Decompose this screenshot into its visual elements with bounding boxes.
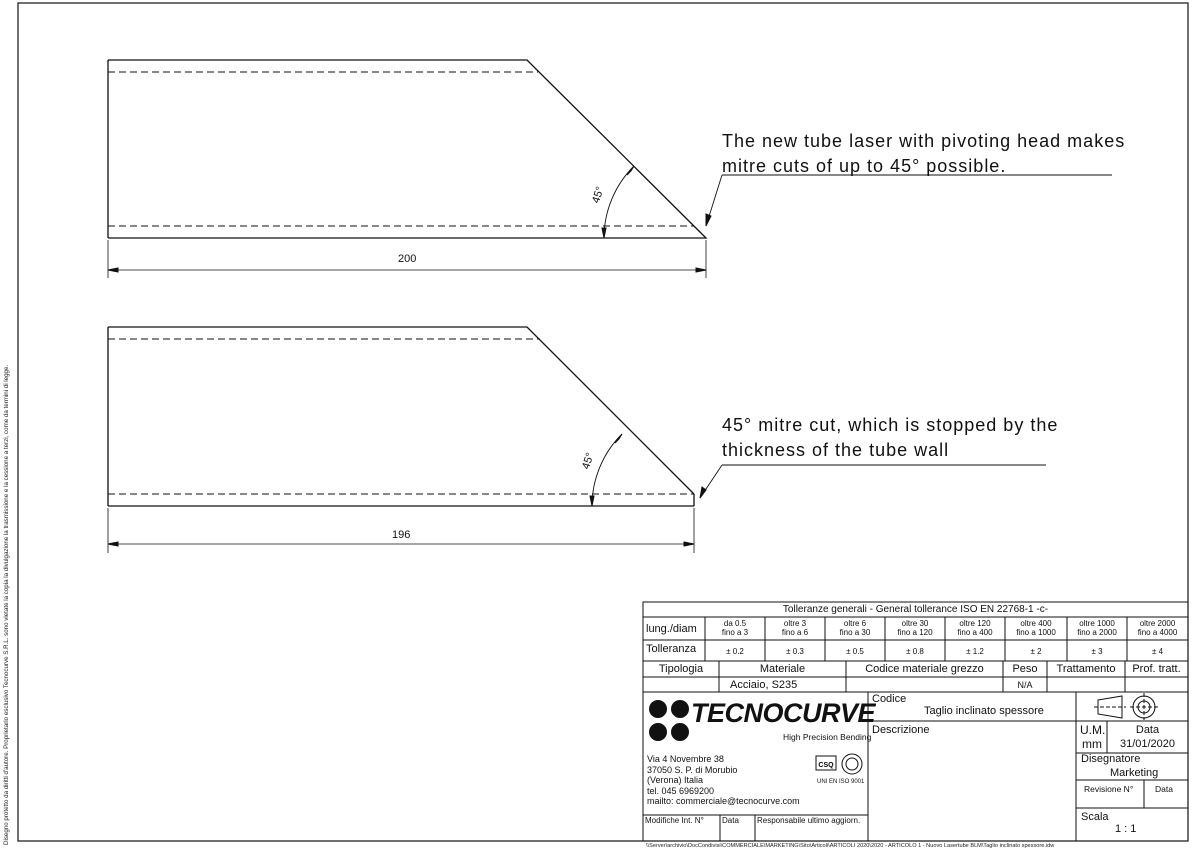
lung-diam-label: lung./diam <box>646 623 697 635</box>
tolerance-cell: ± 1.2 <box>966 647 984 656</box>
tolerance-cell: ± 4 <box>1151 647 1164 656</box>
top-length-dimension: 200 <box>398 253 417 265</box>
top-tube-outline <box>108 60 706 238</box>
descrizione-label: Descrizione <box>872 724 930 736</box>
scala-value: 1 : 1 <box>1115 823 1137 835</box>
tolerance-cell: ± 0.5 <box>846 647 864 656</box>
revisione-data-label: Data <box>1155 784 1173 794</box>
tolerance-cell: ± 0.3 <box>786 647 804 656</box>
scala-label: Scala <box>1081 811 1109 823</box>
range-cell: oltre 6 fino a 30 <box>839 619 871 637</box>
file-path-note: \\Server\archivio\DocCondivisi\COMMERCIALE\MARKETING\Sito\Articoli\ARTICOLI 2020\2020 - ARTICOLO 1 - Nuovo Lasertube BLM\Taglio inclinato spessore.idw <box>646 843 1055 849</box>
range-cell: oltre 3 fino a 6 <box>781 619 809 637</box>
certification-text: UNI EN ISO 9001 <box>817 779 865 785</box>
callout-line: The new tube laser with pivoting head makes <box>722 131 1126 151</box>
disegnatore-value: Marketing <box>1110 767 1159 779</box>
tolerance-title: Tolleranze generali - General tollerance ISO EN 22768-1 -c- <box>782 604 1049 615</box>
callout-line: mitre cuts of up to 45° possible. <box>722 156 1007 176</box>
range-cell: oltre 120 fino a 400 <box>957 619 993 637</box>
company-address: Via 4 Novembre 38 37050 S. P. di Morubio (Verona) Italia tel. 045 6969200 mailto: commerciale@tecnocurve.com <box>647 754 800 806</box>
company-name: TECNOCURVE <box>691 698 876 728</box>
top-angle-label: 45° <box>590 185 607 205</box>
trattamento-header: Trattamento <box>1056 663 1116 675</box>
materiale-value: Acciaio, S235 <box>730 679 798 691</box>
data-value: 31/01/2020 <box>1119 738 1176 750</box>
range-cell: oltre 1000 fino a 2000 <box>1077 619 1117 637</box>
codice-label: Codice <box>872 693 907 705</box>
range-cell: da 0.5 fino a 3 <box>721 619 749 637</box>
modifiche-data-label: Data <box>722 816 739 825</box>
tolerance-cell: ± 3 <box>1091 647 1103 656</box>
revisione-label: Revisione N° <box>1084 784 1134 794</box>
bottom-length-dimension: 196 <box>392 529 411 541</box>
copyright-note: Disegno protetto da diritti d'autore. Proprietario esclusivo Tecnocurve S.R.L. sono vietate la copia la divulgazione la trasmissione e la cessione a terzi, come da termini di legge. <box>3 364 10 845</box>
peso-header: Peso <box>1012 663 1038 675</box>
codice-grezzo-header: Codice materiale grezzo <box>865 663 984 675</box>
certification-mark-icon <box>814 752 866 778</box>
company-tagline: High Precision Bending <box>783 732 872 742</box>
tolerance-cell: ± 2 <box>1030 647 1042 656</box>
title-block <box>643 602 1188 841</box>
range-cell: oltre 30 fino a 120 <box>897 619 933 637</box>
bottom-callout-text <box>722 413 1058 463</box>
codice-value: Taglio inclinato spessore <box>924 705 1044 717</box>
bottom-angle-label: 45° <box>580 451 597 471</box>
callout-line: thickness of the tube wall <box>722 440 950 460</box>
materiale-header: Materiale <box>759 663 806 675</box>
callout-line: 45° mitre cut, which is stopped by the <box>722 415 1059 435</box>
bottom-tube-outline <box>108 327 694 494</box>
cert-mark-text: CSQ <box>818 762 834 769</box>
modifiche-label: Modifiche Int. N° <box>645 816 704 825</box>
prof-tratt-header: Prof. tratt. <box>1132 663 1181 675</box>
responsabile-label: Responsabile ultimo aggiorn. <box>757 816 861 825</box>
tecnocurve-logo-icon <box>647 698 691 744</box>
tolleranza-label: Tolleranza <box>646 643 697 655</box>
range-cell: oltre 400 fino a 1000 <box>1016 619 1056 637</box>
peso-value: N/A <box>1017 680 1033 690</box>
tipologia-header: Tipologia <box>658 663 704 675</box>
disegnatore-label: Disegnatore <box>1081 753 1141 765</box>
tolerance-cell: ± 0.2 <box>726 647 744 656</box>
top-callout-text <box>722 129 1125 179</box>
um-label: U.M. <box>1080 723 1106 737</box>
range-cell: oltre 2000 fino a 4000 <box>1137 619 1178 637</box>
um-value: mm <box>1082 737 1102 751</box>
data-label: Data <box>1135 724 1160 736</box>
tolerance-cell: ± 0.8 <box>906 647 924 656</box>
